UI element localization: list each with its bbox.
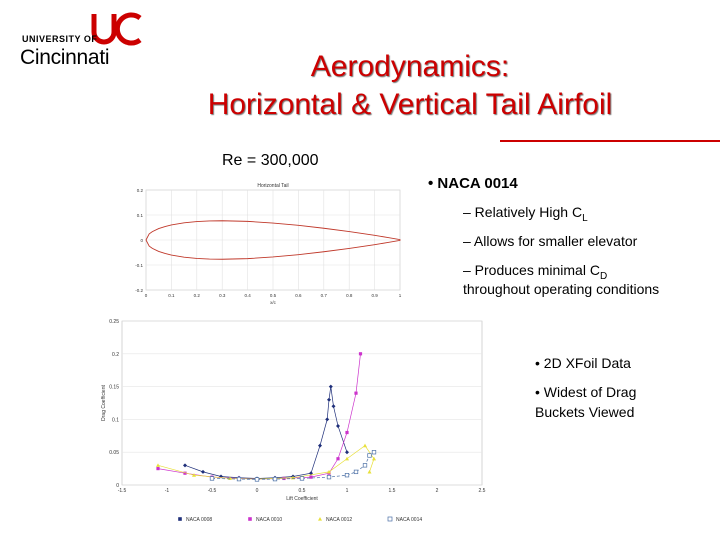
data-point <box>359 352 362 355</box>
sub-bullet-high-cl-text: – Relatively High C <box>463 204 583 220</box>
y-tick-label: 0.25 <box>109 319 119 325</box>
x-tick-label: 0.8 <box>346 293 353 298</box>
title-divider <box>500 140 720 142</box>
x-tick-label: -0.5 <box>207 488 217 494</box>
x-axis-label: Lift Coefficient <box>286 496 318 502</box>
x-tick-label: -1.5 <box>117 488 127 494</box>
x-tick-label: 0.6 <box>295 293 302 298</box>
y-tick-label: -0.1 <box>135 263 143 268</box>
y-tick-label: 0.15 <box>109 384 119 391</box>
note-xfoil-data: • 2D XFoil Data <box>535 355 631 371</box>
logo-university-text: UNIVERSITY OF <box>22 34 98 44</box>
y-tick-label: 0.1 <box>136 213 143 218</box>
cd-subscript: D <box>599 270 608 282</box>
data-point <box>300 477 304 481</box>
slide-title <box>150 48 670 124</box>
title-line-1: Aerodynamics: <box>310 50 510 83</box>
x-tick-label: 0.5 <box>298 488 306 494</box>
data-point <box>273 477 277 481</box>
sub-bullet-operating-conditions: throughout operating conditions <box>463 281 660 297</box>
university-logo <box>18 12 143 70</box>
x-tick-label: 0.2 <box>193 293 200 298</box>
sub-bullet-minimal-cd-text: – Produces minimal C <box>463 262 600 278</box>
bullet-naca-0014: • NACA 0014 <box>428 175 518 192</box>
x-tick-label: 1.5 <box>388 488 396 494</box>
note-drag-buckets-line1: • Widest of Drag <box>535 384 637 400</box>
data-point <box>156 467 159 470</box>
legend-label: NACA 0012 <box>326 517 353 523</box>
data-point <box>368 454 372 458</box>
chart-title: Horizontal Tail <box>257 183 289 189</box>
legend-label: NACA 0014 <box>396 517 423 523</box>
data-point <box>345 431 348 434</box>
sub-bullet-elevator: – Allows for smaller elevator <box>463 233 638 249</box>
cl-subscript: L <box>582 212 588 224</box>
x-tick-label: 0.5 <box>269 293 277 298</box>
y-tick-label: 0.2 <box>112 351 119 358</box>
data-point <box>336 457 339 460</box>
x-tick-label: 1 <box>398 293 402 298</box>
x-tick-label: 0 <box>144 293 148 298</box>
data-point <box>345 473 349 477</box>
data-point <box>363 464 367 468</box>
x-axis-label: x/c <box>270 300 276 305</box>
y-tick-label: -0.2 <box>135 288 143 293</box>
x-tick-label: -1 <box>164 488 170 494</box>
sub-bullet-minimal-cd <box>463 262 607 282</box>
legend-label: NACA 0010 <box>256 517 283 523</box>
data-point <box>255 478 259 482</box>
y-tick-label: 0 <box>116 483 119 489</box>
data-point <box>237 477 241 481</box>
title-line-2: Horizontal & Vertical Tail Airfoil <box>207 88 613 121</box>
x-tick-label: 0.7 <box>320 293 327 298</box>
legend-marker <box>388 517 392 521</box>
x-tick-label: 0.1 <box>168 293 175 298</box>
data-point <box>327 475 331 479</box>
x-tick-label: 0.4 <box>244 293 251 298</box>
data-point <box>354 392 357 395</box>
y-tick-label: 0.05 <box>109 450 119 457</box>
x-tick-label: 2 <box>435 488 439 494</box>
data-point <box>372 450 376 454</box>
x-tick-label: 2.5 <box>478 488 486 494</box>
plot-area <box>122 321 482 485</box>
logo-cincinnati-text: Cincinnati <box>20 46 110 69</box>
x-tick-label: 0.3 <box>219 293 226 298</box>
legend-label: NACA 0008 <box>186 517 213 523</box>
drag-polar-chart <box>96 313 488 528</box>
y-tick-label: 0 <box>140 238 143 243</box>
sub-bullet-high-cl <box>463 204 588 224</box>
x-tick-label: 0.9 <box>371 293 378 298</box>
data-point <box>354 470 358 474</box>
y-tick-label: 0.1 <box>112 417 119 424</box>
legend-marker <box>318 517 322 521</box>
data-point <box>210 477 214 481</box>
x-tick-label: 0 <box>255 488 259 494</box>
legend-marker <box>248 517 252 521</box>
legend-marker <box>178 517 182 521</box>
y-tick-label: 0.2 <box>136 188 143 193</box>
x-tick-label: 1 <box>345 488 349 494</box>
reynolds-label: Re = 300,000 <box>222 152 319 169</box>
airfoil-profile-chart <box>118 178 404 306</box>
note-drag-buckets-line2: Buckets Viewed <box>535 404 635 420</box>
y-axis-label: Drag Coefficient <box>101 385 107 421</box>
